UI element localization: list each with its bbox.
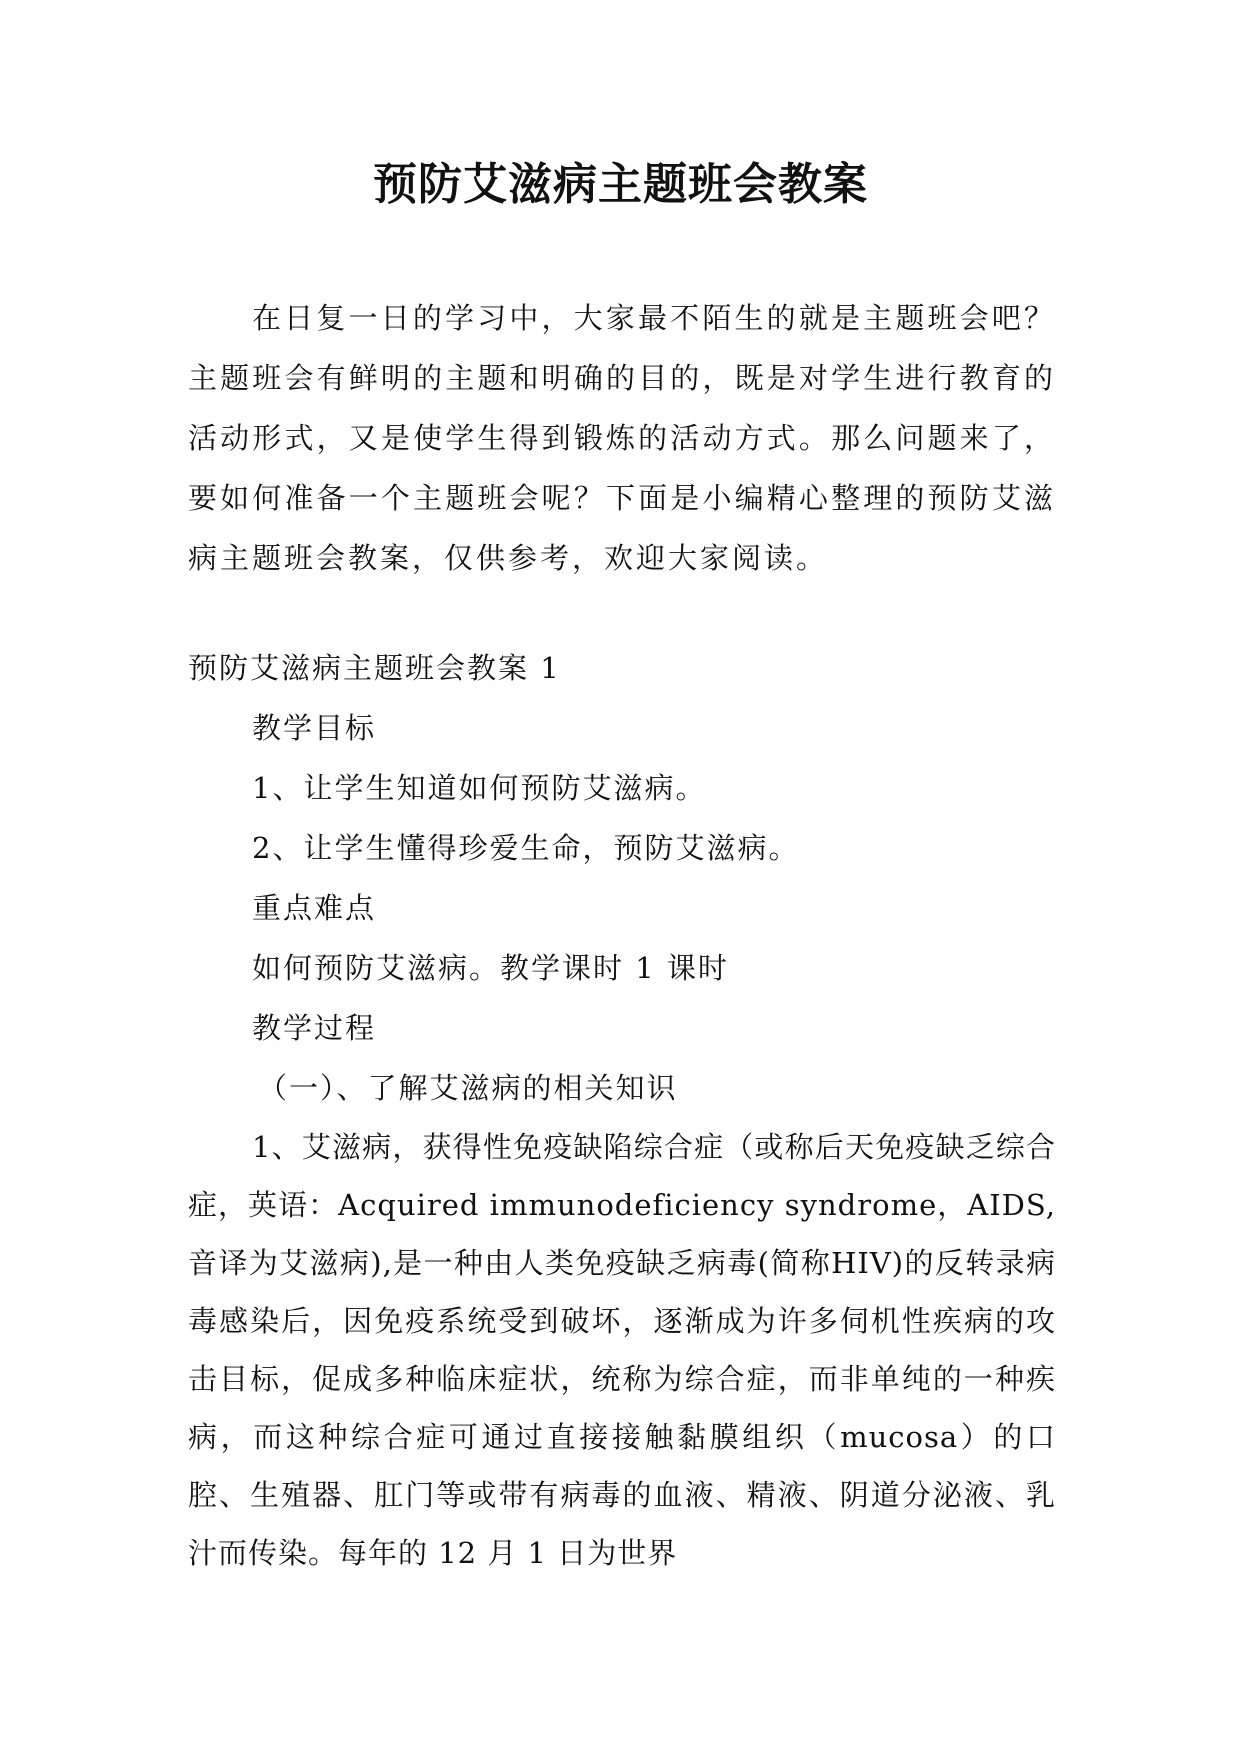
key-points-label: 重点难点: [252, 891, 377, 925]
key-points-text: 如何预防艾滋病。教学课时 1 课时: [252, 951, 729, 985]
part-1-heading: （一）、了解艾滋病的相关知识: [258, 1071, 678, 1105]
goal-item-2: 2、让学生懂得珍爱生命，预防艾滋病。: [252, 831, 800, 865]
teaching-goals-label: 教学目标: [252, 711, 377, 745]
aids-description-paragraph: 1、艾滋病，获得性免疫缺陷综合症（或称后天免疫缺乏综合症，英语：Acquired immunodeficiency syndrome，AIDS,音译为艾滋病),是一种由人类免疫缺乏病毒(简称HIV)的反转录病毒感染后，因免疫系统受到破坏，逐渐成为许多伺机性疾病的攻击目标，促成多种临床症状，统称为综合症，而非单纯的一种疾病，而这种综合症可通过直接接触黏膜组织（mucosa）的口腔、生殖器、肛门等或带有病毒的血液、精液、阴道分泌液、乳汁而传染。每年的 12 月 1 日为世界: [188, 1130, 1056, 1570]
teaching-process-label: 教学过程: [252, 1011, 377, 1045]
goal-item-1: 1、让学生知道如何预防艾滋病。: [252, 771, 707, 805]
document-title: 预防艾滋病主题班会教案: [373, 159, 868, 210]
section-heading: 预防艾滋病主题班会教案 1: [188, 651, 561, 685]
intro-paragraph: 在日复一日的学习中，大家最不陌生的就是主题班会吧？主题班会有鲜明的主题和明确的目的，既是对学生进行教育的活动形式，又是使学生得到锻炼的活动方式。那么问题来了，要如何准备一个主题班会呢？下面是小编精心整理的预防艾滋病主题班会教案，仅供参考，欢迎大家阅读。: [188, 301, 1056, 575]
